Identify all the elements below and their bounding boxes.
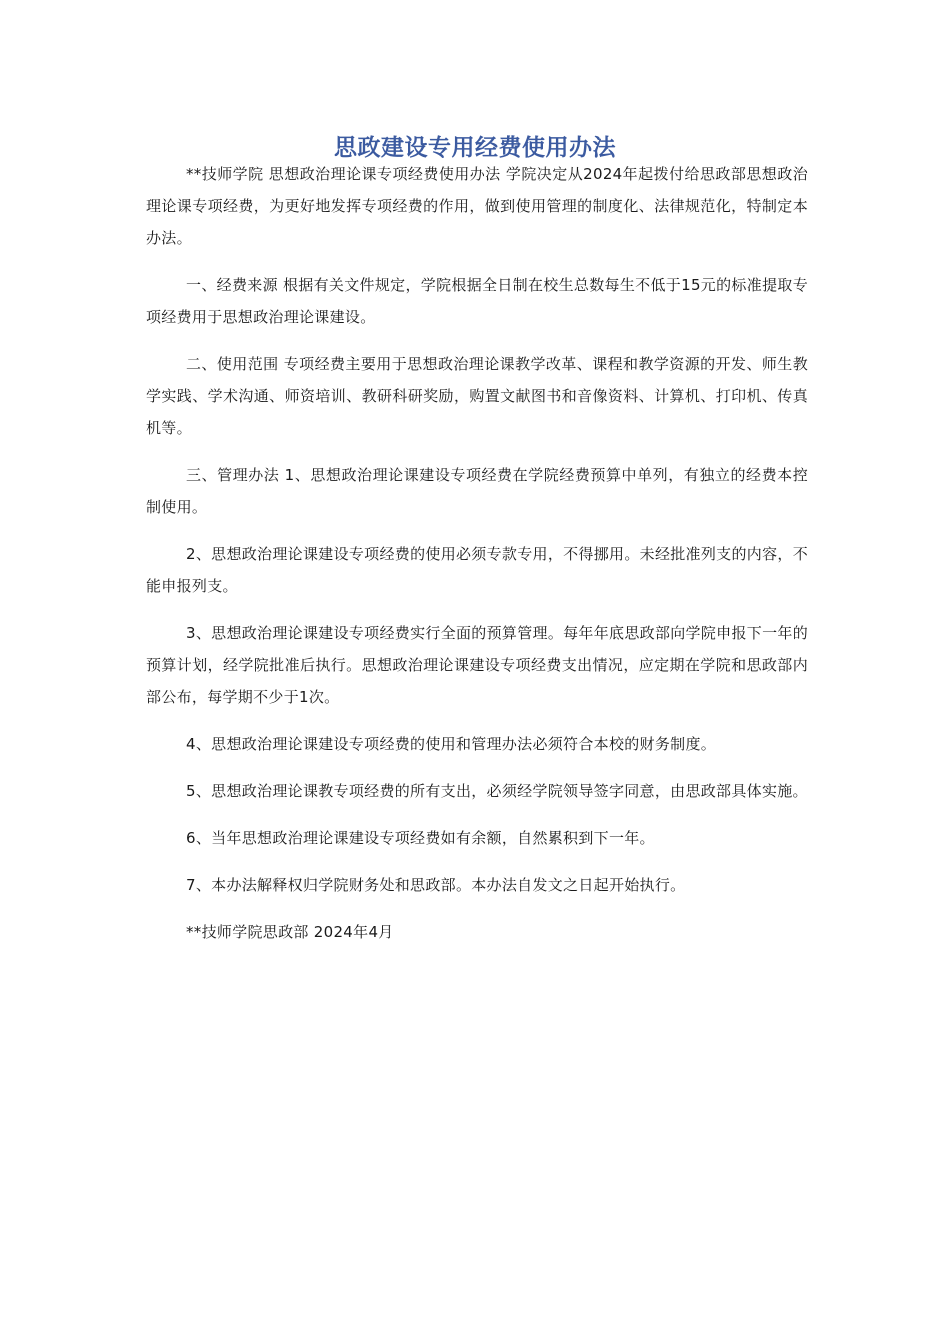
paragraph-funding-source: 一、经费来源 根据有关文件规定，学院根据全日制在校生总数每生不低于15元的标准提取专项经费用于思想政治理论课建设。 (146, 276, 808, 326)
signature-line: **技师学院思政部 2024年4月 (186, 923, 394, 941)
paragraph-management-1: 三、管理办法 1、思想政治理论课建设专项经费在学院经费预算中单列，有独立的经费本控制使用。 (146, 466, 808, 516)
document-title: 思政建设专用经费使用办法 (334, 135, 616, 161)
paragraph-management-3: 3、思想政治理论课建设专项经费实行全面的预算管理。每年年底思政部向学院申报下一年的预算计划，经学院批准后执行。思想政治理论课建设专项经费支出情况，应定期在学院和思政部内部公布，每学期不少于1次。 (146, 624, 808, 706)
paragraph-management-7: 7、本办法解释权归学院财务处和思政部。本办法自发文之日起开始执行。 (186, 876, 686, 894)
document-body (146, 158, 808, 963)
paragraph-management-2: 2、思想政治理论课建设专项经费的使用必须专款专用，不得挪用。未经批准列支的内容，不能申报列支。 (146, 545, 808, 595)
paragraph-intro: **技师学院 思想政治理论课专项经费使用办法 学院决定从2024年起拨付给思政部思想政治理论课专项经费，为更好地发挥专项经费的作用，做到使用管理的制度化、法律规范化，特制定本办法。 (146, 165, 808, 247)
paragraph-management-5: 5、思想政治理论课教专项经费的所有支出，必须经学院领导签字同意，由思政部具体实施。 (186, 782, 808, 800)
paragraph-usage-scope: 二、使用范围 专项经费主要用于思想政治理论课教学改革、课程和教学资源的开发、师生教学实践、学术沟通、师资培训、教研科研奖励，购置文献图书和音像资料、计算机、打印机、传真机等。 (146, 355, 808, 437)
paragraph-management-4: 4、思想政治理论课建设专项经费的使用和管理办法必须符合本校的财务制度。 (186, 735, 717, 753)
paragraph-management-6: 6、当年思想政治理论课建设专项经费如有余额，自然累积到下一年。 (186, 829, 655, 847)
